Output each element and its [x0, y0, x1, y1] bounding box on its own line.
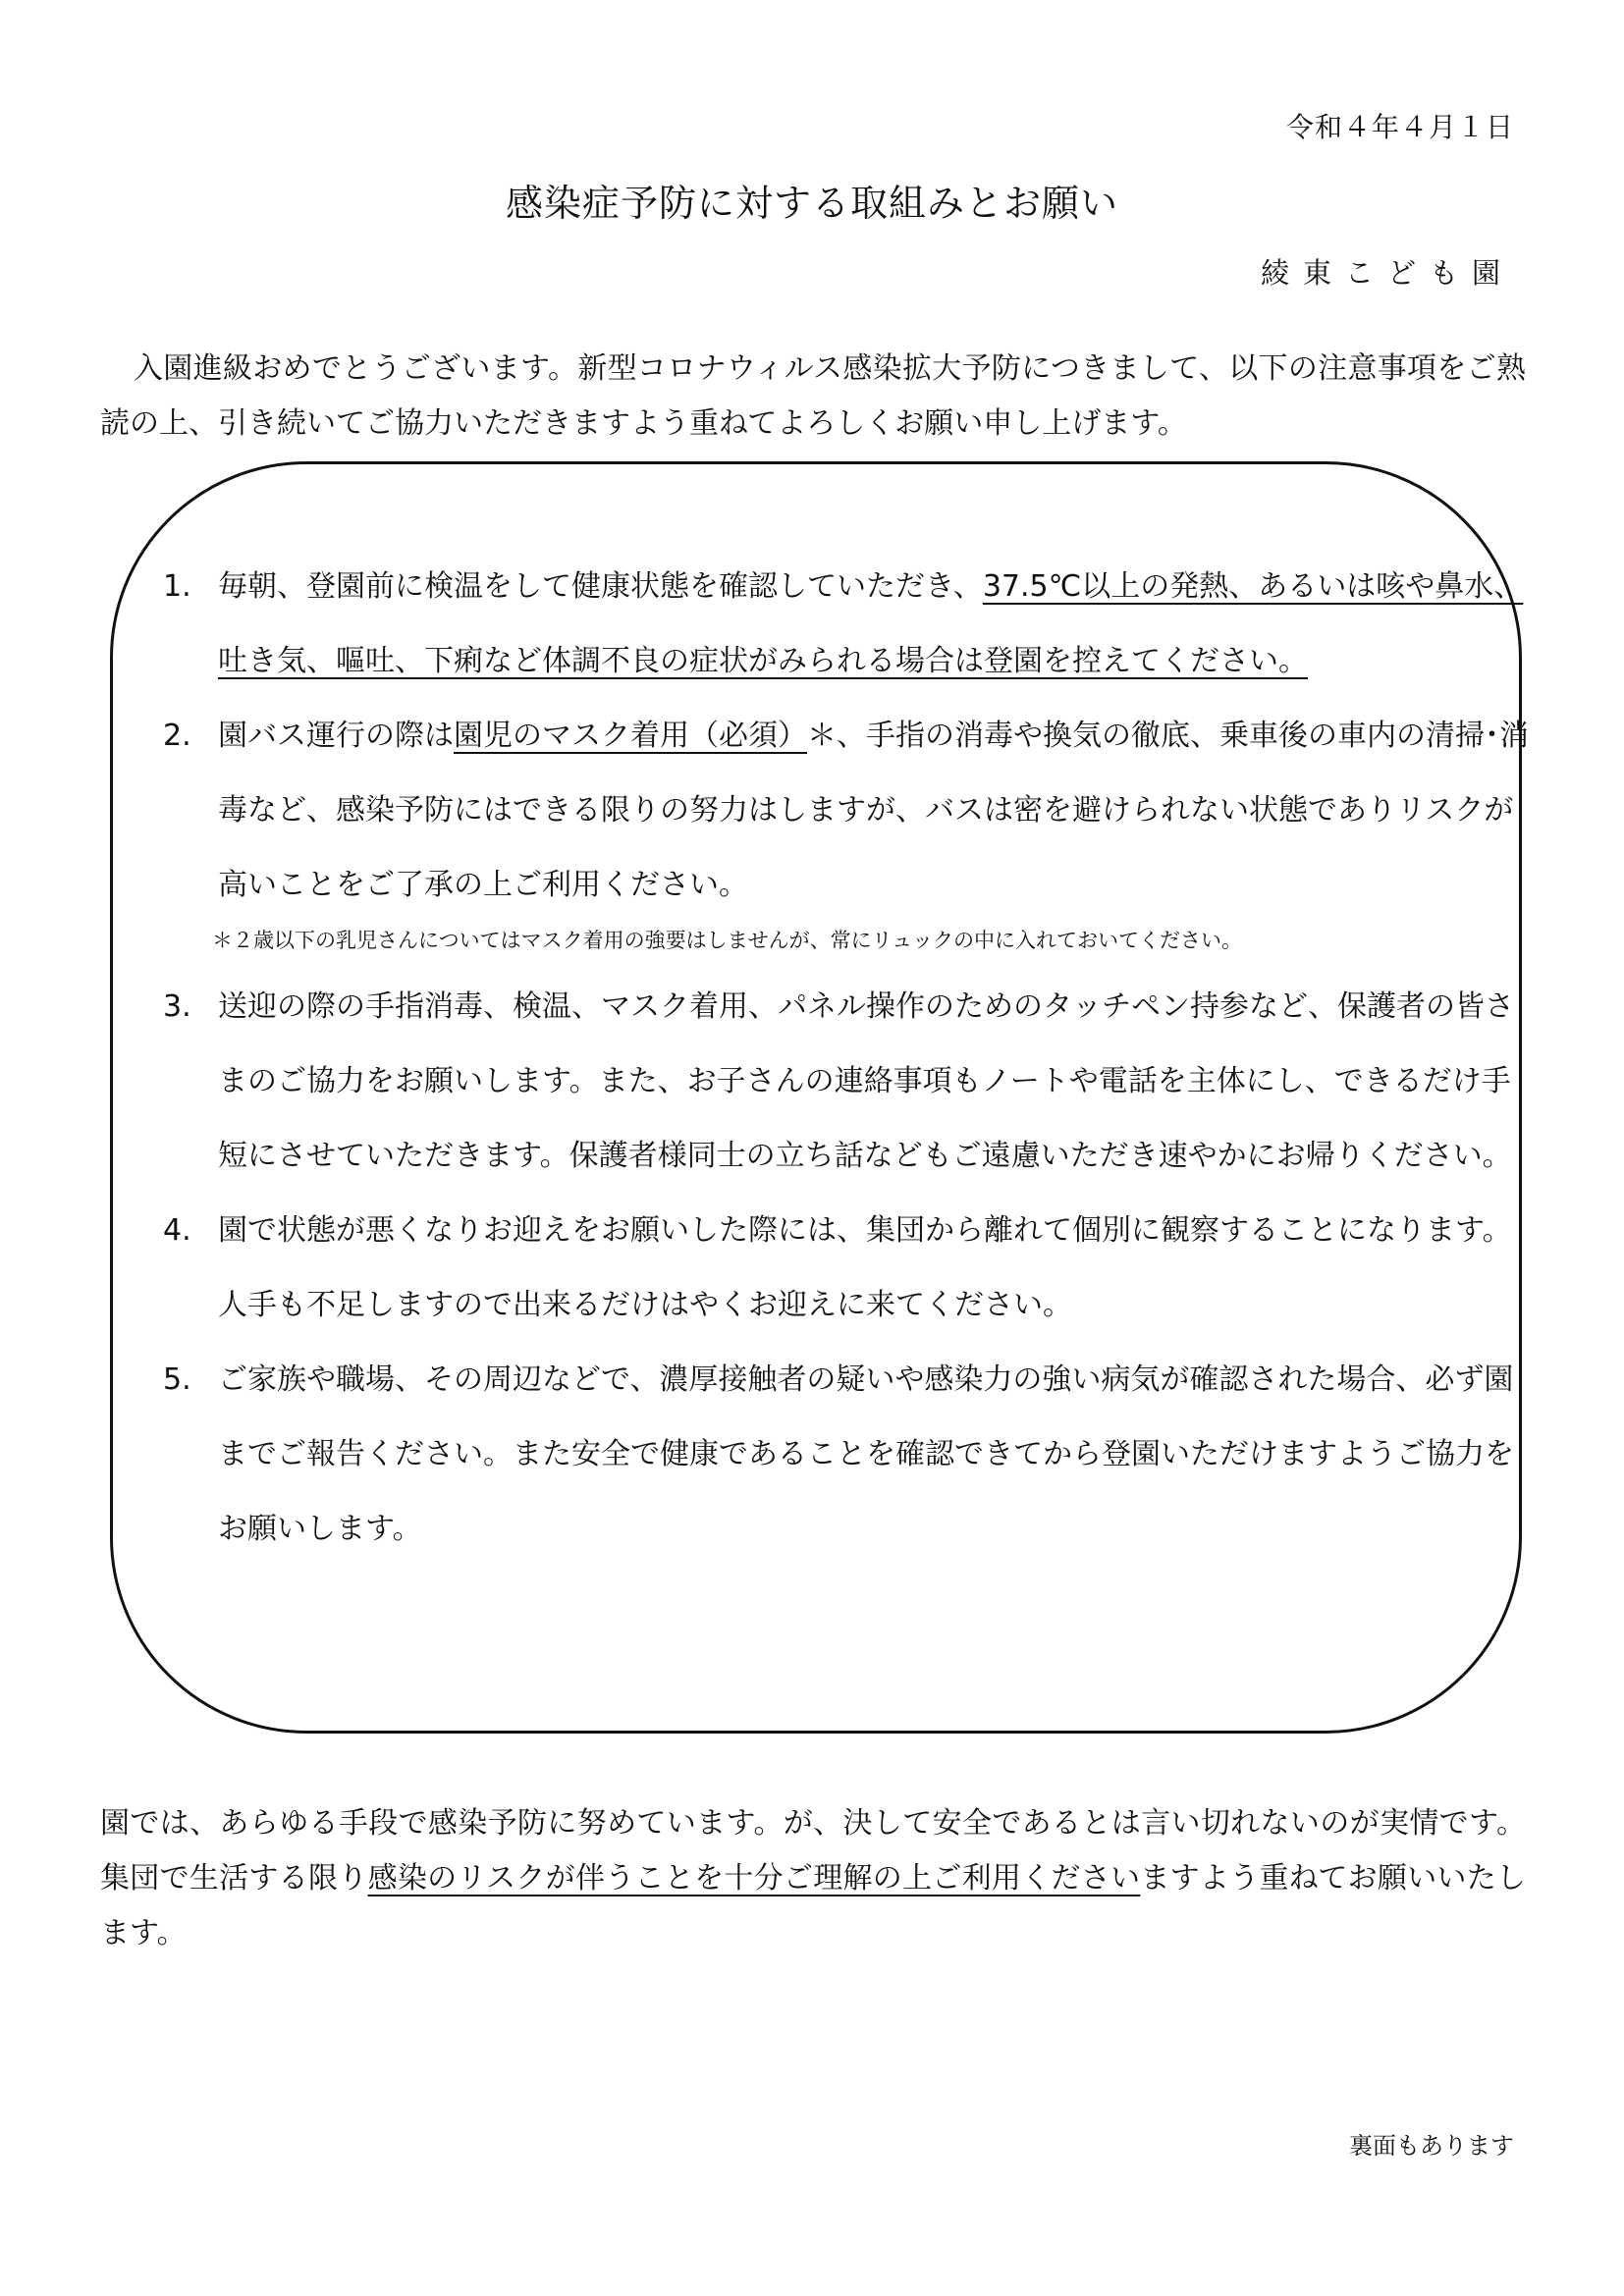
item-text-underlined: 37.5℃以上の発熱、あるいは咳や鼻水、吐き気、嘔吐、下痢など体調不良の症状がみられる場合は登園を控えてください。	[218, 569, 1524, 678]
document-title: 感染症予防に対する取組みとお願い	[505, 182, 1118, 225]
item-text: ご家族や職場、その周辺などで、濃厚接触者の疑いや感染力の強い病気が確認された場合、必ず園までご報告ください。また安全で健康であることを確認できてから登園いただけますようご協力をお願いします。	[218, 1362, 1514, 1546]
closing-text-plain-after: ますよう重ねてお願いいたします。	[100, 1861, 1527, 1950]
footer-note: 裏面もあります	[1349, 2132, 1514, 2160]
closing-paragraph	[100, 1796, 1526, 1961]
item-text-plain: 毎朝、登園前に検温をして健康状態を確認していただき、	[218, 569, 983, 604]
item-text	[218, 699, 1530, 923]
list-item	[155, 550, 1530, 699]
item-text-plain-after: ＊、手指の消毒や換気の徹底、乗車後の車内の清掃･消毒など、感染予防にはできる限りの努力はしますが、バスは密を避けられない状態でありリスクが高いことをご了承の上ご利用ください。	[218, 719, 1529, 902]
organization-name: 綾東こども園	[1260, 256, 1514, 290]
item-text: 送迎の際の手指消毒、検温、マスク着用、パネル操作のためのタッチペン持参など、保護者の皆さまのご協力をお願いします。また、お子さんの連絡事項もノートや電話を主体にし、できるだけ手短にさせていただきます。保護者様同士の立ち話などもご遠慮いただき速やかにお帰りください。	[218, 989, 1514, 1173]
item-text-plain: 園バス運行の際は	[218, 719, 454, 753]
list-item	[155, 1194, 1530, 1343]
item-text: 園で状態が悪くなりお迎えをお願いした際には、集団から離れて個別に観察することになります。人手も不足しますので出来るだけはやくお迎えに来てください。	[218, 1213, 1512, 1322]
item-number: 1.	[163, 569, 191, 604]
mask-note: ＊２歳以下の乳児さんについてはマスク着用の強要はしませんが、常にリュックの中に入れておいてください。	[212, 929, 1242, 952]
item-number: 2.	[163, 719, 191, 753]
intro-paragraph: 入園進級おめでとうございます。新型コロナウィルス感染拡大予防につきまして、以下の注意事項をご熟読の上、引き続いてご協力いただきますよう重ねてよろしくお願い申し上げます。	[100, 351, 1526, 441]
list-item	[155, 970, 1530, 1194]
list-item	[155, 1343, 1530, 1567]
notice-list	[155, 550, 1530, 1567]
item-number: 5.	[163, 1362, 191, 1397]
item-number: 4.	[163, 1213, 191, 1248]
item-text-underlined: 園児のマスク着用（必須）	[454, 719, 807, 753]
closing-text-underlined: 感染のリスクが伴うことを十分ご理解の上ご利用ください	[367, 1861, 1141, 1896]
list-item	[155, 699, 1530, 923]
item-number: 3.	[163, 989, 191, 1024]
item-text	[218, 550, 1530, 699]
closing-text-plain: 園では、あらゆる手段で感染予防に努めています。が、決して安全であるとは言い切れないのが実情です。集団で生活する限り	[100, 1806, 1526, 1896]
document-date: 令和４年４月１日	[1285, 111, 1514, 143]
